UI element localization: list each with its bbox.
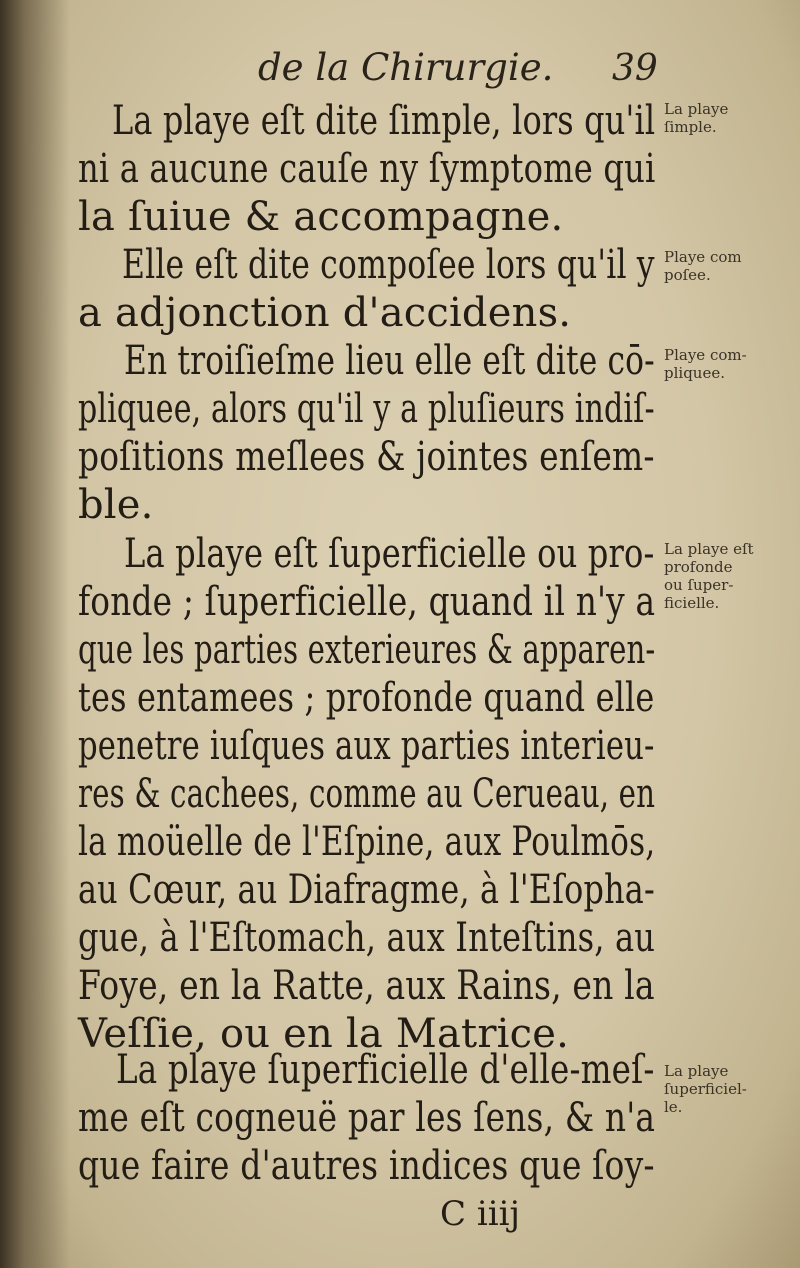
- text-line: au Cœur, au Diafragme, à l'Eſopha-: [78, 867, 655, 913]
- text-line: res & cachees, comme au Cerueau, en: [78, 771, 656, 817]
- margin-note-complicated: Playe com- pliquee.: [664, 346, 747, 382]
- text-line: ni a aucune cauſe ny ſymptome qui: [78, 146, 656, 192]
- text-line: poſitions meſlees & jointes enſem-: [78, 434, 655, 480]
- signature-mark: C iiij: [440, 1194, 520, 1234]
- page-gutter-shadow: [0, 0, 70, 1268]
- text-line: a adjonction d'accidens.: [78, 290, 572, 336]
- text-line: gue, à l'Eſtomach, aux Inteſtins, au: [78, 915, 656, 961]
- text-line: Elle eſt dite compoſee lors qu'il y: [122, 242, 655, 288]
- text-line: En troiſieſme lieu elle eſt dite cō-: [124, 338, 655, 384]
- text-line: penetre iuſques aux parties interieu-: [78, 723, 655, 769]
- text-line: ble.: [78, 482, 154, 528]
- page-number: 39: [612, 48, 658, 89]
- text-line: La playe ſuperficielle d'elle-meſ-: [116, 1047, 655, 1093]
- margin-note-composed: Playe com poſee.: [664, 248, 742, 284]
- text-line: fonde ; ſuperficielle, quand il n'y a: [78, 579, 656, 625]
- text-line: la moüelle de l'Eſpine, aux Poulmōs,: [78, 819, 656, 865]
- running-title: de la Chirurgie.: [258, 46, 554, 89]
- text-line: que les parties exterieures & apparen-: [78, 627, 656, 673]
- text-line: tes entamees ; profonde quand elle: [78, 675, 655, 721]
- text-line: me eſt cogneuë par les ſens, & n'a: [78, 1095, 656, 1141]
- margin-note-simple: La playe ſimple.: [664, 100, 729, 136]
- text-line: que faire d'autres indices que ſoy-: [78, 1143, 655, 1189]
- page-header: [0, 44, 800, 100]
- margin-note-deep-or-superficial: La playe eſt profonde ou ſuper- ficielle.: [664, 540, 754, 612]
- text-line: Foye, en la Ratte, aux Rains, en la: [78, 963, 655, 1009]
- margin-note-superficial: La playe ſuperficiel- le.: [664, 1062, 747, 1116]
- text-line: La playe eſt dite ſimple, lors qu'il: [112, 98, 656, 144]
- text-line: Veſſie, ou en la Matrice.: [78, 1011, 570, 1057]
- text-line: la ſuiue & accompagne.: [78, 194, 564, 240]
- text-line: pliquee, alors qu'il y a pluſieurs indiſ-: [78, 386, 655, 432]
- text-line: La playe eſt ſuperficielle ou pro-: [124, 531, 655, 577]
